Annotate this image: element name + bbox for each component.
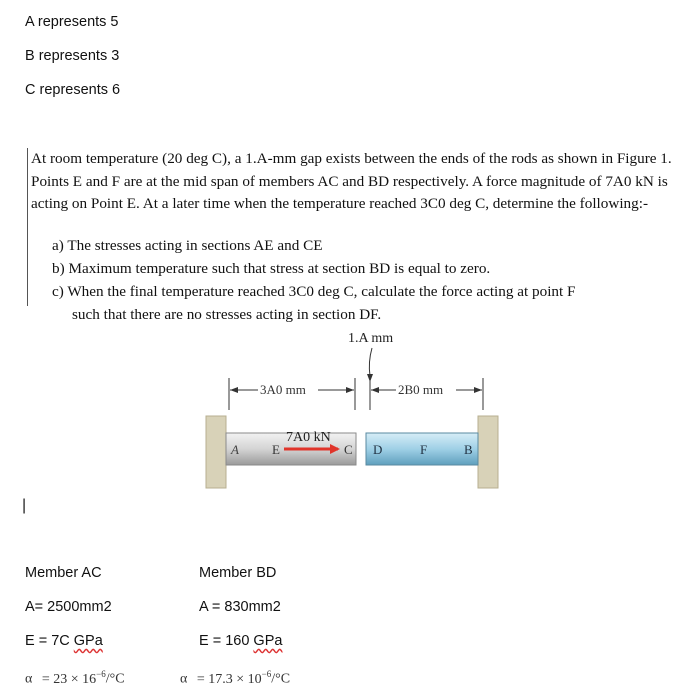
member-ac-modulus [25, 633, 103, 649]
left-wall [206, 416, 226, 488]
member-bd-modulus [199, 633, 282, 649]
dim-right-arrow-a [371, 387, 379, 393]
point-e: E [272, 442, 280, 457]
member-bd-alpha-exp: −6 [261, 669, 272, 679]
dim-right-label: 2B0 mm [398, 382, 444, 397]
member-bd-alpha-value: = 17.3 × 10 [196, 671, 262, 687]
item-a: a) The stresses acting in sections AE and CE [52, 237, 323, 254]
item-c-line1: c) When the final temperature reached 3C0 deg C, calculate the force acting at point F [52, 283, 576, 300]
member-bd-area: A = 830mm2 [199, 599, 281, 615]
member-ac-area: A= 2500mm2 [25, 599, 112, 615]
gap-label: 1.A mm [348, 331, 394, 346]
represents-c: C represents 6 [25, 82, 121, 98]
point-c: C [344, 442, 353, 457]
member-ac-alpha-exp: −6 [96, 669, 106, 679]
dim-left-label: 3A0 mm [260, 382, 306, 397]
member-ac-alpha-unit: /°C [105, 671, 125, 687]
member-ac-alpha-value: = 23 × 16 [41, 671, 97, 687]
point-f: F [420, 442, 428, 457]
point-b: B [464, 442, 473, 457]
point-a: A [231, 442, 239, 457]
member-bd-alpha [180, 669, 290, 688]
dim-right-arrow-b [474, 387, 482, 393]
represents-b: B represents 3 [25, 48, 120, 64]
dim-left-arrow-a [230, 387, 238, 393]
right-wall [478, 416, 498, 488]
item-b: b) Maximum temperature such that stress at section BD is equal to zero. [52, 260, 491, 277]
force-label: 7A0 kN [286, 430, 331, 445]
text-cursor: | [22, 497, 27, 514]
member-bd-e-prefix: E = 160 [199, 633, 254, 649]
item-c-line2: such that there are no stresses acting in section DF. [72, 306, 382, 323]
dim-left-arrow-b [346, 387, 354, 393]
alpha-symbol-ac: α [25, 671, 33, 687]
represents-a: A represents 5 [25, 14, 119, 30]
member-ac-alpha [25, 669, 125, 688]
member-ac-e-unit: GPa [73, 633, 103, 649]
member-bd-alpha-unit: /°C [271, 671, 291, 687]
member-bd-e-unit: GPa [253, 633, 283, 649]
member-ac-e-prefix: E = 7C [25, 633, 74, 649]
rod-figure [200, 320, 510, 490]
point-d: D [373, 442, 383, 457]
member-ac-title: Member AC [25, 565, 102, 581]
alpha-symbol-bd: α [180, 671, 188, 687]
gap-leader [369, 348, 372, 376]
problem-statement [27, 148, 686, 306]
problem-paragraph: At room temperature (20 deg C), a 1.A-mm gap exists between the ends of the rods as shown in Figure 1. Points E and F are at the mid span of members AC and BD respectively. A force magnitude of 7A0 kN is acting on Point E. At a later time when the temperature reached 3C0 deg C, determine the following:- [31, 150, 672, 212]
member-bd-title: Member BD [199, 565, 277, 581]
